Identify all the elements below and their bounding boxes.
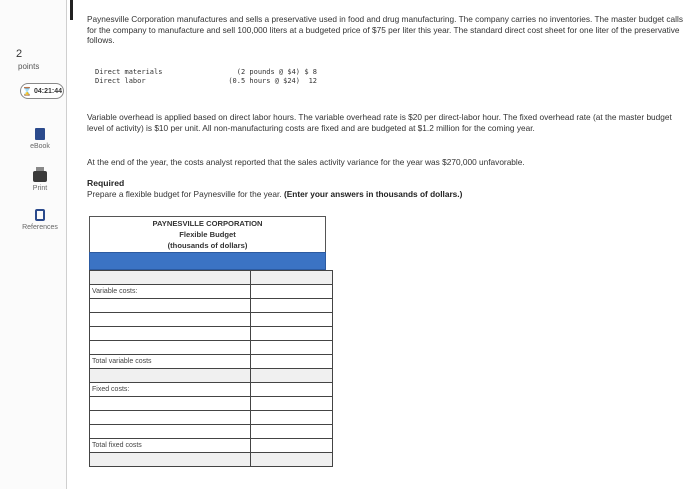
- row-amount-cell: [251, 439, 333, 453]
- row-amount-input[interactable]: [251, 411, 333, 425]
- row-amount-input[interactable]: [251, 299, 333, 313]
- references-label: References: [22, 224, 58, 231]
- timer-value: 04:21:44: [33, 87, 62, 95]
- required-text: Prepare a flexible budget for Paynesville for the year.: [87, 189, 282, 199]
- cost-label: Direct materials: [95, 68, 163, 76]
- budget-row: [90, 369, 333, 383]
- row-amount-input[interactable]: [251, 425, 333, 439]
- spacer-cell: [90, 369, 251, 383]
- ebook-button[interactable]: [18, 128, 62, 150]
- row-label-input[interactable]: [90, 299, 251, 313]
- spacer-cell: [251, 369, 333, 383]
- budget-row: [90, 285, 333, 299]
- cost-qty: (2 pounds @ $4): [236, 68, 300, 76]
- row-label: Total fixed costs: [90, 439, 251, 453]
- cost-amount: 12: [308, 77, 317, 85]
- row-amount-cell: [251, 383, 333, 397]
- row-label: Fixed costs:: [90, 383, 251, 397]
- points-label: points: [18, 62, 40, 71]
- header-band: [89, 252, 326, 270]
- hourglass-icon: ⌛: [22, 86, 32, 96]
- row-label-input[interactable]: [90, 425, 251, 439]
- ebook-label: eBook: [30, 143, 50, 150]
- budget-subtitle: (thousands of dollars): [167, 241, 248, 250]
- budget-row: [90, 327, 333, 341]
- budget-row: [90, 299, 333, 313]
- budget-row: [90, 271, 333, 285]
- points-value: 2: [16, 48, 23, 60]
- variance-paragraph: At the end of the year, the costs analyst reported that the sales activity variance for the year was $270,000 unfavorable.: [87, 157, 525, 167]
- budget-title: Flexible Budget: [179, 230, 236, 239]
- budget-row: [90, 355, 333, 369]
- budget-row: [90, 453, 333, 467]
- print-button[interactable]: [18, 171, 62, 192]
- sidebar: [0, 0, 67, 489]
- problem-intro: Paynesville Corporation manufactures and sells a preservative used in food and drug manufacturing. The company carries no inventories. The master budget calls for the company to manufacture and sell 100,000 liters at a budgeted price of $75 per liter this year. The standard direct cost sheet for one liter of the preservative follows.: [87, 14, 684, 45]
- row-amount-input[interactable]: [251, 313, 333, 327]
- flexible-budget-form: [89, 216, 326, 467]
- row-label-input[interactable]: [90, 313, 251, 327]
- print-label: Print: [32, 185, 48, 192]
- row-amount-input[interactable]: [251, 327, 333, 341]
- spacer-cell: [251, 271, 333, 285]
- row-label: Variable costs:: [90, 285, 251, 299]
- row-amount-cell: [251, 285, 333, 299]
- budget-row: [90, 439, 333, 453]
- company-name: PAYNESVILLE CORPORATION: [152, 219, 263, 228]
- budget-row: [90, 397, 333, 411]
- required-heading: Required: [87, 178, 125, 188]
- budget-row: [90, 313, 333, 327]
- row-label-input[interactable]: [90, 397, 251, 411]
- row-label-input[interactable]: [90, 411, 251, 425]
- row-amount-cell: [251, 355, 333, 369]
- printer-icon: [33, 171, 47, 182]
- cost-qty: (0.5 hours @ $24): [228, 77, 300, 85]
- top-marker: [70, 0, 73, 20]
- row-label: Total variable costs: [90, 355, 251, 369]
- budget-row: [90, 383, 333, 397]
- flexible-budget-table: [89, 270, 333, 467]
- overhead-paragraph: Variable overhead is applied based on direct labor hours. The variable overhead rate is $20 per direct-labor hour. The fixed overhead rate (at the master budget level of activity) is $10 per unit. All non-manufacturing costs are fixed and are budgeted at $1.2 million for the coming year.: [87, 112, 672, 133]
- references-button[interactable]: [18, 209, 62, 231]
- timer-badge: [20, 83, 64, 99]
- spacer-cell: [90, 271, 251, 285]
- row-amount-input[interactable]: [251, 397, 333, 411]
- budget-row: [90, 341, 333, 355]
- row-amount-input[interactable]: [251, 341, 333, 355]
- budget-row: [90, 425, 333, 439]
- spacer-cell: [90, 453, 251, 467]
- cost-label: Direct labor: [95, 77, 146, 85]
- references-icon: [35, 209, 45, 221]
- cost-amount: $ 8: [304, 68, 317, 76]
- row-label-input[interactable]: [90, 341, 251, 355]
- book-icon: [35, 128, 45, 140]
- required-note: (Enter your answers in thousands of dollars.): [283, 189, 463, 199]
- flexible-budget-header: [89, 216, 326, 252]
- problem-content: [87, 14, 687, 199]
- spacer-cell: [251, 453, 333, 467]
- required-instructions: [87, 189, 462, 200]
- row-label-input[interactable]: [90, 327, 251, 341]
- budget-row: [90, 411, 333, 425]
